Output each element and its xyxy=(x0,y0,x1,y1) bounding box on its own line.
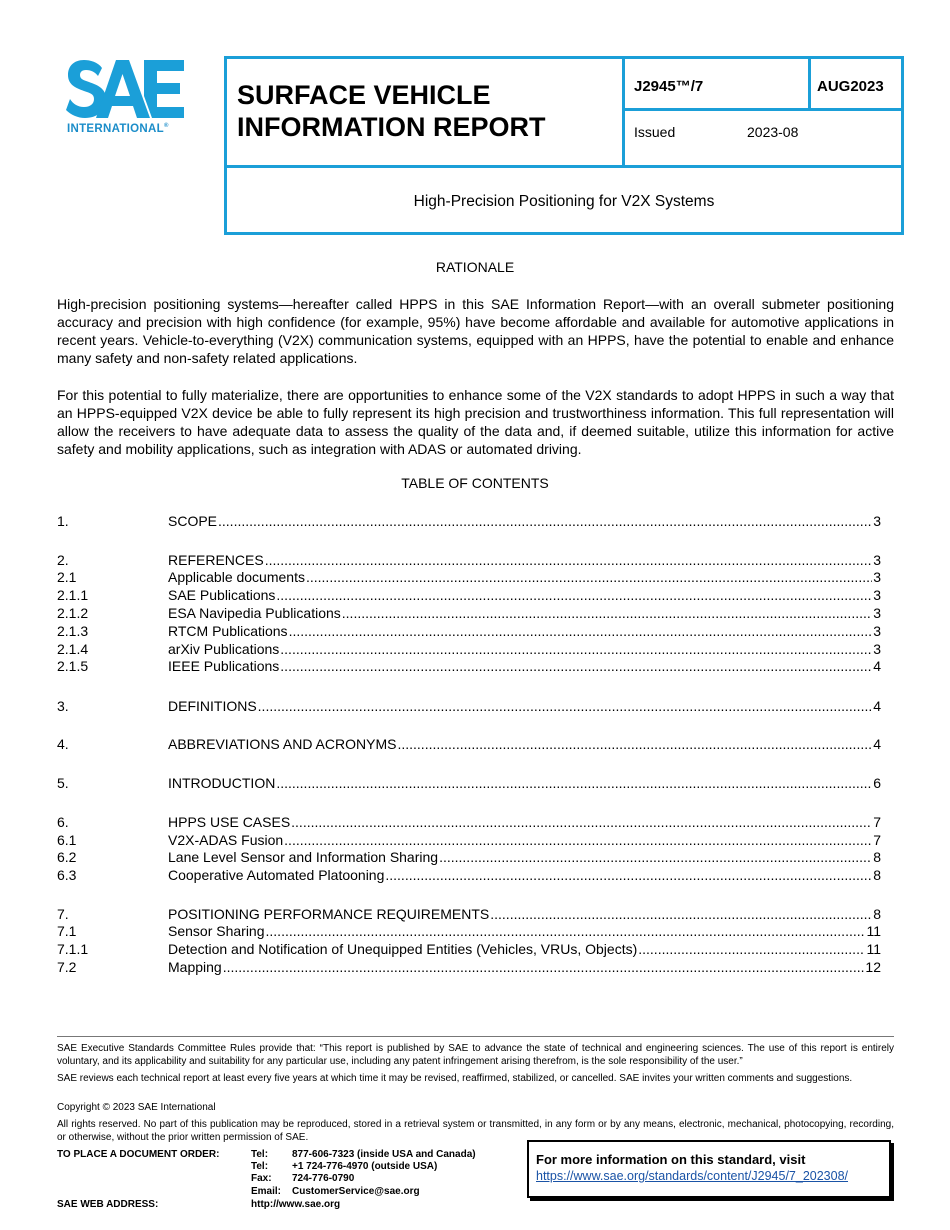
toc-leader-dots xyxy=(258,697,873,715)
toc-leader-dots xyxy=(638,940,865,958)
toc-entry-page: 3 xyxy=(873,623,881,639)
document-title: High-Precision Positioning for V2X Systems xyxy=(413,193,715,210)
toc-leader-dots xyxy=(439,848,872,866)
toc-entry-number: 2. xyxy=(57,552,69,568)
document-date: AUG2023 xyxy=(817,78,884,95)
toc-entry[interactable] xyxy=(57,940,881,958)
web-link[interactable]: http://www.sae.org xyxy=(251,1199,341,1210)
toc-entry-page: 4 xyxy=(873,736,881,752)
toc-entry-page: 3 xyxy=(873,641,881,657)
toc-entry-page: 3 xyxy=(873,569,881,585)
email-link[interactable]: CustomerService@sae.org xyxy=(292,1186,420,1197)
issued-label: Issued xyxy=(634,124,676,140)
toc-entry-number: 2.1.3 xyxy=(57,623,89,639)
toc-entry-number: 5. xyxy=(57,775,69,791)
sae-logo xyxy=(66,60,196,140)
toc-entry-title: POSITIONING PERFORMANCE REQUIREMENTS xyxy=(168,906,490,922)
toc-entry-page: 8 xyxy=(873,906,881,922)
tel-2: +1 724-776-4970 (outside USA) xyxy=(292,1161,438,1172)
footer-divider xyxy=(57,1036,894,1037)
sae-logo-icon xyxy=(66,60,184,118)
toc-entry-page: 3 xyxy=(873,587,881,603)
toc-entry-title: Cooperative Automated Platooning xyxy=(168,867,385,883)
fax: 724-776-0790 xyxy=(292,1173,355,1184)
toc-leader-dots xyxy=(291,813,872,831)
toc-entry[interactable] xyxy=(57,657,881,675)
toc-entry-title: Lane Level Sensor and Information Sharing xyxy=(168,849,439,865)
toc-entry-number: 3. xyxy=(57,698,69,714)
toc-entry[interactable] xyxy=(57,958,881,976)
toc-leader-dots xyxy=(266,922,866,940)
toc-entry-title: REFERENCES xyxy=(168,552,264,568)
toc-entry-number: 6.3 xyxy=(57,867,77,883)
toc-leader-dots xyxy=(223,958,865,976)
toc-entry-number: 6.1 xyxy=(57,832,77,848)
toc-entry[interactable] xyxy=(57,905,881,923)
toc-leader-dots xyxy=(265,551,873,569)
toc-entry-page: 11 xyxy=(866,941,881,957)
toc-entry-page: 7 xyxy=(873,832,881,848)
rationale-heading: RATIONALE xyxy=(435,259,515,275)
more-info-title: For more information on this standard, visit xyxy=(536,1152,806,1167)
toc-entry[interactable] xyxy=(57,604,881,622)
issued-value: 2023-08 xyxy=(747,124,799,140)
order-label: TO PLACE A DOCUMENT ORDER: xyxy=(57,1149,220,1160)
document-number: J2945™/7 xyxy=(634,78,704,95)
toc-entry-number: 7.1.1 xyxy=(57,941,89,957)
toc-entry[interactable] xyxy=(57,922,881,940)
toc-entry-page: 8 xyxy=(873,849,881,865)
tel-label-2: Tel: xyxy=(251,1161,269,1172)
toc-leader-dots xyxy=(397,735,872,753)
toc-leader-dots xyxy=(284,831,872,849)
tel-1: 877-606-7323 (inside USA and Canada) xyxy=(292,1149,476,1160)
toc-entry-number: 2.1 xyxy=(57,569,77,585)
toc-entry-page: 3 xyxy=(873,552,881,568)
web-label: SAE WEB ADDRESS: xyxy=(57,1199,159,1210)
toc-leader-dots xyxy=(289,622,873,640)
toc-entry-title: ESA Navipedia Publications xyxy=(168,605,341,621)
toc-entry-title: V2X-ADAS Fusion xyxy=(168,832,284,848)
toc-entry-title: RTCM Publications xyxy=(168,623,288,639)
toc-entry[interactable] xyxy=(57,512,881,530)
toc-entry[interactable] xyxy=(57,697,881,715)
toc-entry-title: HPPS USE CASES xyxy=(168,814,291,830)
toc-entry-page: 11 xyxy=(866,923,881,939)
toc-entry[interactable] xyxy=(57,848,881,866)
toc-entry-title: arXiv Publications xyxy=(168,641,280,657)
document-header-box xyxy=(224,56,904,235)
toc-entry-number: 2.1.1 xyxy=(57,587,89,603)
toc-entry-title: DEFINITIONS xyxy=(168,698,257,714)
toc-entry-number: 2.1.5 xyxy=(57,658,89,674)
toc-entry[interactable] xyxy=(57,640,881,658)
toc-entry-number: 7. xyxy=(57,906,69,922)
toc-entry-number: 6.2 xyxy=(57,849,77,865)
toc-entry-title: Mapping xyxy=(168,959,222,975)
toc-entry-title: ABBREVIATIONS AND ACRONYMS xyxy=(168,736,397,752)
email-label: Email: xyxy=(251,1186,282,1197)
toc-entry-page: 7 xyxy=(873,814,881,830)
toc-entry-number: 2.1.4 xyxy=(57,641,89,657)
toc-entry-page: 3 xyxy=(873,605,881,621)
toc-entry[interactable] xyxy=(57,774,881,792)
toc-leader-dots xyxy=(218,512,872,530)
toc-leader-dots xyxy=(276,586,872,604)
toc-entry-number: 2.1.2 xyxy=(57,605,89,621)
rationale-paragraph-2: For this potential to fully materialize, there are opportunities to enhance some of the V2X standards to adopt HPPS in such a way that an HPPS-equipped V2X device be able to fully represent its high precision and trustworthiness information. This full representation will allow the receivers to have adequate data to assess the quality of the data and, if deemed suitable, utilize this information for active safety and mobility applications, such as integration with ADAS or automated driving. xyxy=(57,387,894,457)
toc-entry-number: 4. xyxy=(57,736,69,752)
toc-leader-dots xyxy=(280,657,872,675)
toc-entry-title: IEEE Publications xyxy=(168,658,280,674)
toc-entry-number: 6. xyxy=(57,814,69,830)
more-info-link[interactable]: https://www.sae.org/standards/content/J2945/7_202308/ xyxy=(536,1169,849,1183)
report-type: SURFACE VEHICLE INFORMATION REPORT xyxy=(237,80,546,142)
rationale-paragraph-1: High-precision positioning systems—hereafter called HPPS in this SAE Information Report—with an overall submeter positioning accuracy and precision with high confidence (for example, 95%) have become affordable and available for automotive applications in recent years. Vehicle-to-everything (V2X) communication systems, equipped with an HPPS, have the potential to enable and enhance many safety and non-safety related applications. xyxy=(57,296,894,366)
toc-entry-title: SCOPE xyxy=(168,513,218,529)
toc-entry-number: 7.2 xyxy=(57,959,77,975)
toc-leader-dots xyxy=(385,866,872,884)
more-info-box xyxy=(527,1140,891,1198)
toc-entry[interactable] xyxy=(57,586,881,604)
toc-entry[interactable] xyxy=(57,568,881,586)
sae-logo-subtext: INTERNATIONAL® xyxy=(67,123,169,135)
toc-leader-dots xyxy=(490,905,872,923)
toc-entry-page: 3 xyxy=(873,513,881,529)
tel-label-1: Tel: xyxy=(251,1149,269,1160)
toc-heading: TABLE OF CONTENTS xyxy=(401,475,549,491)
toc-entry[interactable] xyxy=(57,866,881,884)
toc-entry[interactable] xyxy=(57,551,881,569)
toc-entry-page: 6 xyxy=(873,775,881,791)
toc-entry-number: 1. xyxy=(57,513,69,529)
toc-entry-page: 4 xyxy=(873,658,881,674)
footer-rights: All rights reserved. No part of this publication may be reproduced, stored in a retrieval system or transmitted, in any form or by any means, electronic, mechanical, photocopying, recording, or otherwise, without the prior written permission of SAE. xyxy=(57,1119,894,1143)
toc-entry-page: 12 xyxy=(865,959,881,975)
toc-entry-number: 7.1 xyxy=(57,923,77,939)
toc-entry-title: Applicable documents xyxy=(168,569,305,585)
footer-rules: SAE Executive Standards Committee Rules provide that: “This report is published by SAE to advance the state of technical and engineering sciences. The use of this report is entirely voluntary, and its applicability and suitability for any particular use, including any patent infringement arising therefrom, is the sole responsibility of the user.” xyxy=(57,1043,894,1067)
fax-label: Fax: xyxy=(251,1173,272,1184)
toc-entry[interactable] xyxy=(57,813,881,831)
footer-review: SAE reviews each technical report at least every five years at which time it may be revised, reaffirmed, stabilized, or cancelled. SAE invites your written comments and suggestions. xyxy=(57,1073,853,1084)
toc-leader-dots xyxy=(342,604,872,622)
toc-entry[interactable] xyxy=(57,831,881,849)
toc-entry-title: Detection and Notification of Unequipped Entities (Vehicles, VRUs, Objects) xyxy=(168,941,638,957)
toc-entry-title: INTRODUCTION xyxy=(168,775,276,791)
toc-entry-title: SAE Publications xyxy=(168,587,276,603)
toc-entry[interactable] xyxy=(57,735,881,753)
toc-entry-page: 8 xyxy=(873,867,881,883)
footer-copyright: Copyright © 2023 SAE International xyxy=(57,1102,216,1113)
toc-leader-dots xyxy=(276,774,872,792)
toc-entry-page: 4 xyxy=(873,698,881,714)
toc-leader-dots xyxy=(306,568,872,586)
toc-leader-dots xyxy=(280,640,872,658)
toc-entry-title: Sensor Sharing xyxy=(168,923,265,939)
toc-entry[interactable] xyxy=(57,622,881,640)
